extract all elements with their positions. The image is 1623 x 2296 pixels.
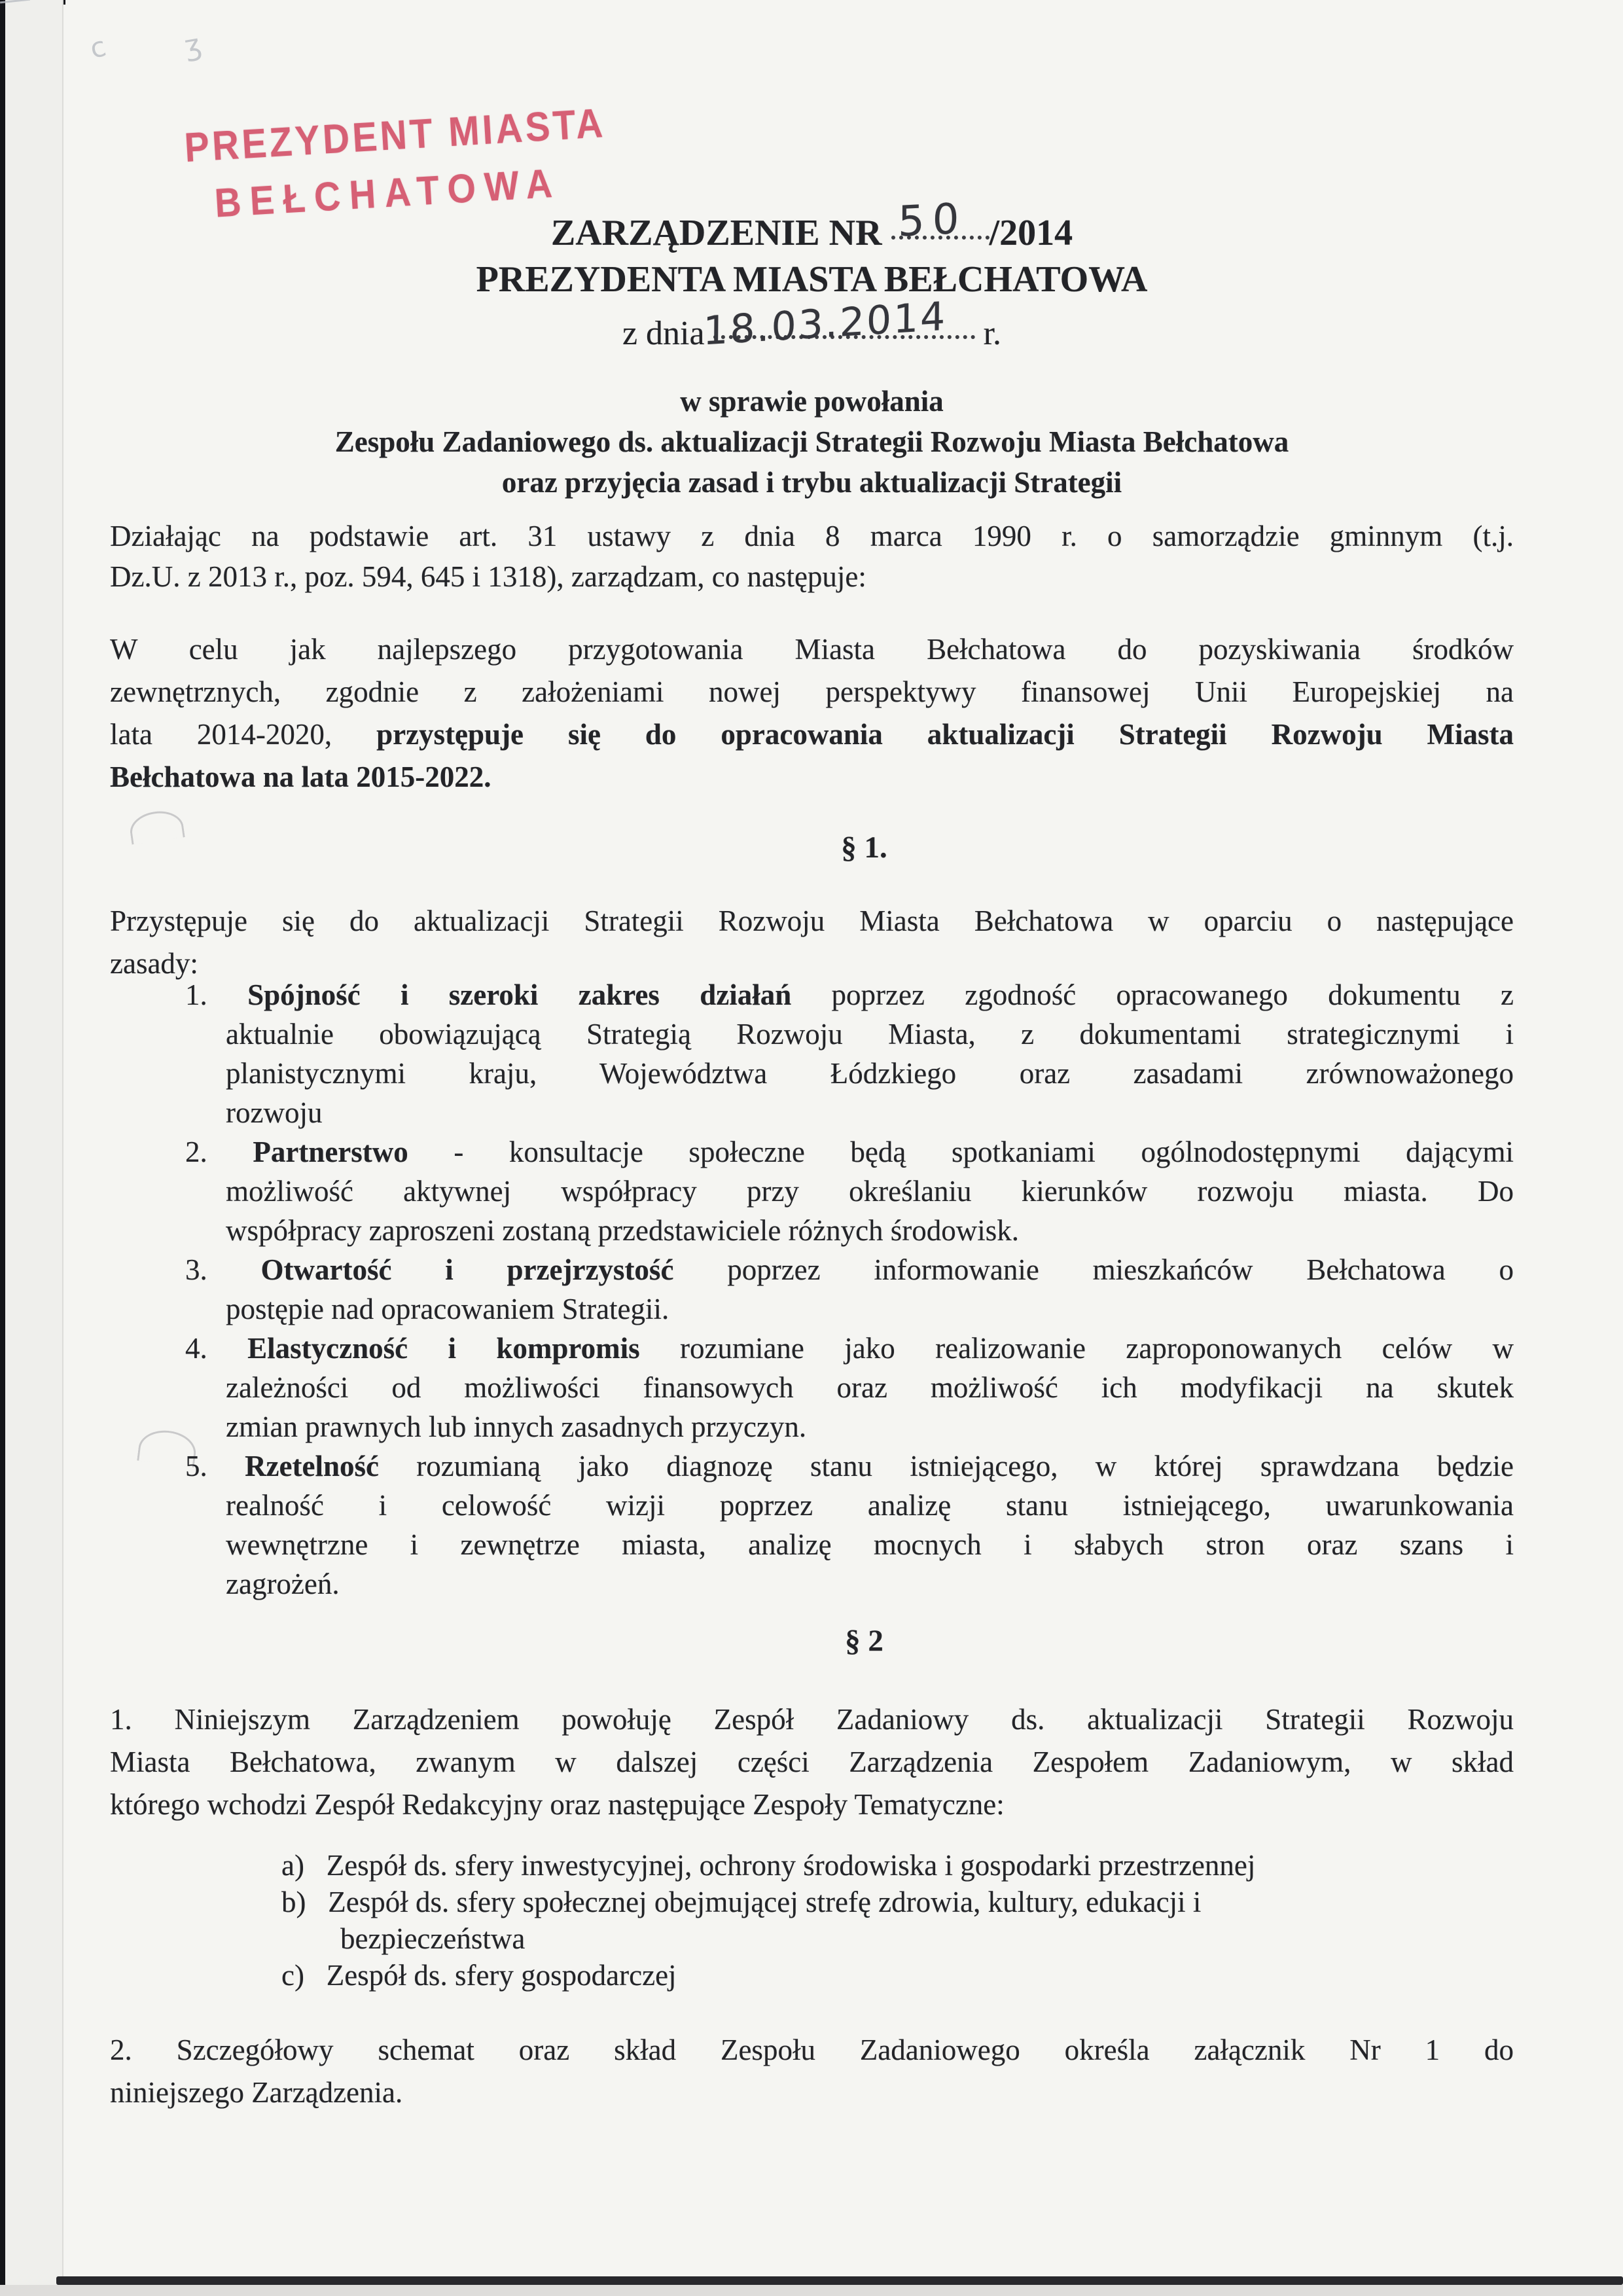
text-line: zależności od możliwości finansowych oraz możliwość ich modyfikacji na skutek bbox=[226, 1371, 1514, 1404]
text-line: możliwość aktywnej współpracy przy określaniu kierunków rozwoju miasta. Do bbox=[226, 1175, 1514, 1208]
text-line: Bełchatowa na lata 2015-2022. bbox=[110, 761, 491, 793]
paragraph-team-appointment bbox=[110, 1698, 1514, 1826]
principles-list bbox=[110, 975, 1514, 1604]
text-line: zewnętrznych, zgodnie z założeniami nowej perspektywy finansowej Unii Europejskiej na bbox=[110, 675, 1514, 708]
text-line: 2. Szczegółowy schemat oraz skład Zespołu Zadaniowego określa załącznik Nr 1 do bbox=[110, 2034, 1514, 2066]
text-line: Miasta Bełchatowa, zwanym w dalszej części Zarządzenia Zespołem Zadaniowym, w skład bbox=[110, 1746, 1514, 1778]
section-mark-1: § 1. bbox=[841, 831, 887, 865]
title-line-issuer: PREZYDENTA MIASTA BEŁCHATOWA bbox=[476, 259, 1148, 300]
stamp-text-line: PREZYDENT MIASTA bbox=[183, 100, 607, 171]
text-line: realność i celowość wizji poprzez analizę stanu istniejącego, uwarunkowania bbox=[226, 1489, 1514, 1522]
text-line: współpracy zaproszeni zostaną przedstawiciele różnych środowisk. bbox=[226, 1214, 1020, 1247]
subject-heading bbox=[110, 381, 1514, 503]
text-line: 5. Rzetelność rozumianą jako diagnozę stanu istniejącego, w której sprawdzana będzie bbox=[185, 1450, 1514, 1482]
text-line: W celu jak najlepszego przygotowania Miasta Bełchatowa do pozyskiwania środków bbox=[110, 633, 1514, 666]
text-line: lata 2014-2020, przystępuje się do opracowania aktualizacji Strategii Rozwoju Miasta bbox=[110, 718, 1514, 751]
handwritten-ordinance-number: 50 bbox=[897, 194, 967, 247]
text-line: w sprawie powołania bbox=[680, 385, 944, 418]
thematic-teams-list bbox=[110, 1847, 1514, 1994]
text-line: 3. Otwartość i przejrzystość poprzez informowanie mieszkańców Bełchatowa o bbox=[185, 1253, 1514, 1286]
paragraph-principles-intro bbox=[110, 900, 1514, 985]
text-line: którego wchodzi Zespół Redakcyjny oraz następujące Zespoły Tematyczne: bbox=[110, 1788, 1005, 1821]
scan-backing-bottom bbox=[0, 2285, 1623, 2296]
text-line: oraz przyjęcia zasad i trybu aktualizacji Strategii bbox=[501, 466, 1122, 499]
text-line: a) Zespół ds. sfery inwestycyjnej, ochrony środowiska i gospodarki przestrzennej bbox=[281, 1849, 1256, 1882]
text-line: Zespołu Zadaniowego ds. aktualizacji Strategii Rozwoju Miasta Bełchatowa bbox=[334, 425, 1289, 458]
text-line: zasady: bbox=[110, 947, 198, 980]
text-line: Przystępuje się do aktualizacji Strategii Rozwoju Miasta Bełchatowa w oparciu o następujące bbox=[110, 905, 1514, 937]
text-line: niniejszego Zarządzenia. bbox=[110, 2076, 403, 2109]
paragraph-purpose bbox=[110, 628, 1514, 798]
scan-edge-bottom bbox=[56, 2276, 1623, 2285]
paragraph-schema-annex bbox=[110, 2029, 1514, 2114]
text-line: Działając na podstawie art. 31 ustawy z dnia 8 marca 1990 r. o samorządzie gminnym (t.j. bbox=[110, 520, 1514, 552]
stamp-text-line: BEŁCHATOWA bbox=[213, 160, 563, 226]
text-line: 1. Niniejszym Zarządzeniem powołuję Zespół Zadaniowy ds. aktualizacji Strategii Rozwoju bbox=[110, 1703, 1514, 1736]
text-line: 1. Spójność i szeroki zakres działań poprzez zgodność opracowanego dokumentu z bbox=[185, 978, 1514, 1011]
text-line: bezpieczeństwa bbox=[340, 1922, 526, 1955]
section-mark-2: § 2 bbox=[845, 1624, 883, 1658]
paper-under-sheet bbox=[5, 0, 63, 2296]
title-line-date: z dnia 18.03.2014 r. bbox=[110, 306, 1514, 355]
title-line-number: ZARZĄDZENIE NR 50 /2014 bbox=[550, 194, 1073, 253]
text-line: b) Zespół ds. sfery społecznej obejmującej strefę zdrowia, kultury, edukacji i bbox=[281, 1886, 1202, 1918]
paper-edge-line bbox=[62, 0, 63, 2296]
pencil-mark: ʒ bbox=[181, 27, 204, 63]
handwritten-date: 18.03.2014 bbox=[702, 293, 948, 355]
ordinance-number-field bbox=[891, 194, 990, 247]
pencil-mark: c bbox=[86, 29, 109, 65]
paragraph-legal-basis bbox=[110, 516, 1514, 597]
scan-edge-left bbox=[0, 0, 5, 2296]
text-line: zmian prawnych lub innych zasadnych przyczyn. bbox=[226, 1410, 807, 1443]
text-line: wewnętrzne i zewnętrze miasta, analizę mocnych i słabych stron oraz szans i bbox=[226, 1528, 1514, 1561]
text-line: aktualnie obowiązującą Strategią Rozwoju Miasta, z dokumentami strategicznymi i bbox=[226, 1018, 1514, 1050]
text-line: planistycznymi kraju, Województwa Łódzkiego oraz zasadami zrównoważonego bbox=[226, 1057, 1514, 1090]
document-title bbox=[110, 194, 1514, 355]
text-line: postępie nad opracowaniem Strategii. bbox=[226, 1293, 669, 1325]
text-line: rozwoju bbox=[226, 1096, 323, 1129]
text-line: zagrożeń. bbox=[226, 1568, 340, 1600]
text-line: Dz.U. z 2013 r., poz. 594, 645 i 1318), zarządzam, co następuje: bbox=[110, 560, 866, 593]
text-line: c) Zespół ds. sfery gospodarczej bbox=[281, 1959, 677, 1992]
text-line: 2. Partnerstwo - konsultacje społeczne będą spotkaniami ogólnodostępnymi dającymi bbox=[185, 1136, 1514, 1168]
text-line: 4. Elastyczność i kompromis rozumiane jako realizowanie zaproponowanych celów w bbox=[185, 1332, 1514, 1365]
